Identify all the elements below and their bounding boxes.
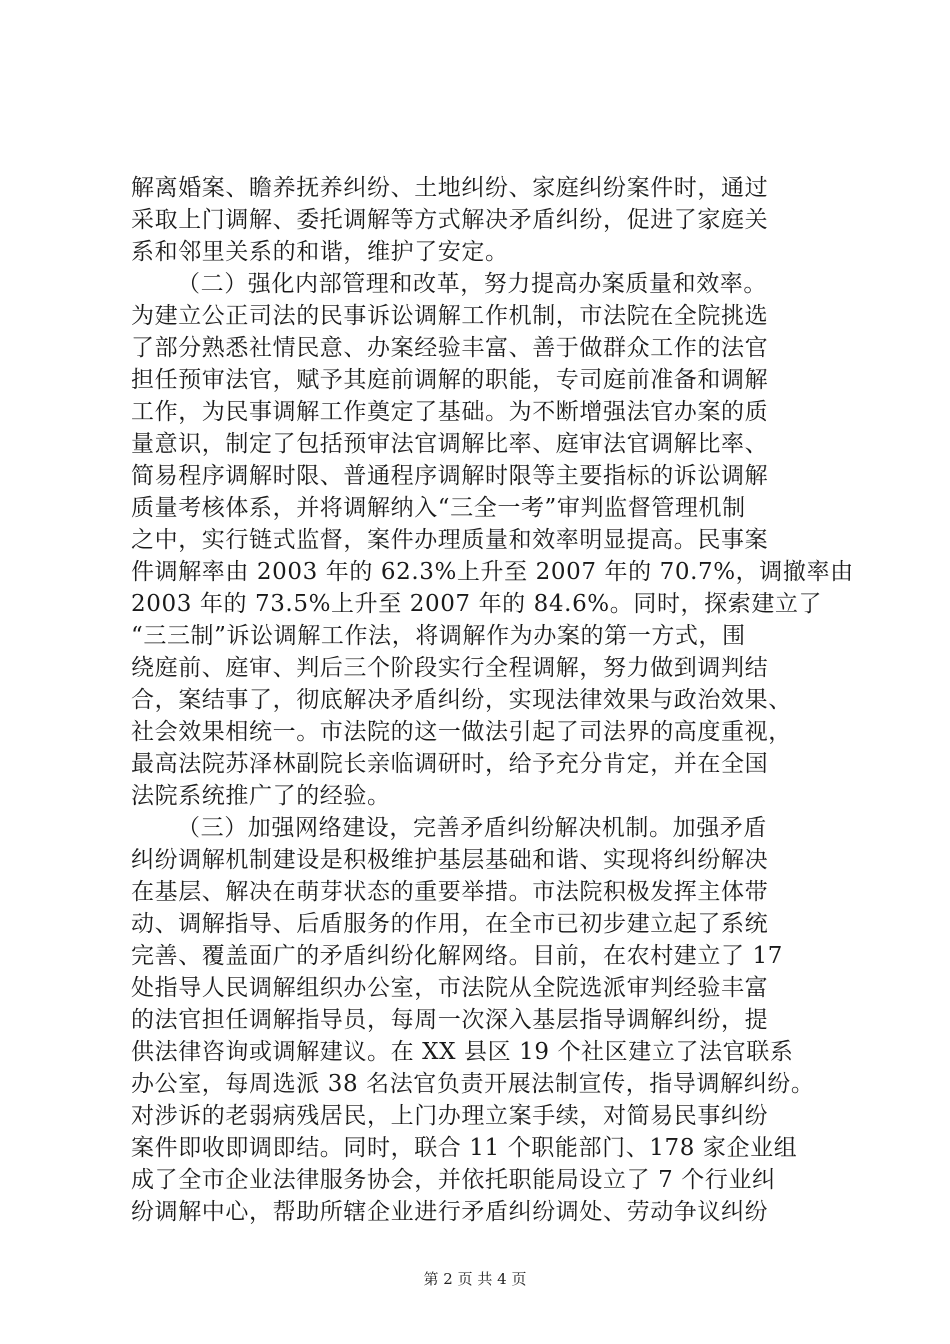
text-line: 量意识，制定了包括预审法官调解比率、庭审法官调解比率、	[131, 431, 769, 457]
text-line: 解离婚案、瞻养抚养纠纷、土地纠纷、家庭纠纷案件时，通过	[131, 175, 769, 201]
text-line: 合，案结事了，彻底解决矛盾纠纷，实现法律效果与政治效果、	[131, 687, 792, 713]
text-line: 社会效果相统一。市法院的这一做法引起了司法界的高度重视，	[131, 719, 792, 745]
page-number-footer: 第 2 页 共 4 页	[423, 1270, 527, 1288]
section-heading-line: （三）加强网络建设，完善矛盾纠纷解决机制。加强矛盾	[177, 815, 767, 841]
text-line: 办公室，每周选派 38 名法官负责开展法制宣传，指导调解纠纷。	[131, 1071, 815, 1097]
text-line: 动、调解指导、后盾服务的作用，在全市已初步建立起了系统	[131, 911, 769, 937]
text-line: 成了全市企业法律服务协会，并依托职能局设立了 7 个行业纠	[131, 1167, 776, 1193]
text-line: 在基层、解决在萌芽状态的重要举措。市法院积极发挥主体带	[131, 879, 769, 905]
text-line: 供法律咨询或调解建议。在 XX 县区 19 个社区建立了法官联系	[131, 1039, 794, 1065]
text-line: 法院系统推广了的经验。	[131, 783, 391, 809]
section-heading-line: （二）强化内部管理和改革，努力提高办案质量和效率。	[177, 271, 767, 297]
text-line: 纠纷调解机制建设是积极维护基层基础和谐、实现将纠纷解决	[131, 847, 769, 873]
text-line: 2003 年的 73.5%上升至 2007 年的 84.6%。同时，探索建立了	[131, 591, 823, 617]
text-line: 质量考核体系，并将调解纳入“三全一考”审判监督管理机制	[131, 495, 746, 521]
text-line: 件调解率由 2003 年的 62.3%上升至 2007 年的 70.7%，调撤率由	[131, 559, 854, 585]
text-line: 对涉诉的老弱病残居民，上门办理立案手续，对简易民事纠纷	[131, 1103, 769, 1129]
text-line: 绕庭前、庭审、判后三个阶段实行全程调解，努力做到调判结	[131, 655, 769, 681]
text-line: 纷调解中心，帮助所辖企业进行矛盾纠纷调处、劳动争议纠纷	[131, 1199, 769, 1225]
text-line: 了部分熟悉社情民意、办案经验丰富、善于做群众工作的法官	[131, 335, 769, 361]
text-line: 之中，实行链式监督，案件办理质量和效率明显提高。民事案	[131, 527, 769, 553]
text-line: 采取上门调解、委托调解等方式解决矛盾纠纷，促进了家庭关	[131, 207, 769, 233]
text-line: 系和邻里关系的和谐，维护了安定。	[131, 239, 509, 265]
document-body	[131, 172, 854, 1228]
text-line: 最高法院苏泽林副院长亲临调研时，给予充分肯定，并在全国	[131, 751, 769, 777]
text-line: 为建立公正司法的民事诉讼调解工作机制，市法院在全院挑选	[131, 303, 769, 329]
text-line: 的法官担任调解指导员，每周一次深入基层指导调解纠纷，提	[131, 1007, 769, 1033]
text-line: 案件即收即调即结。同时，联合 11 个职能部门、178 家企业组	[131, 1135, 798, 1161]
text-line: “三三制”诉讼调解工作法，将调解作为办案的第一方式，围	[131, 623, 746, 649]
text-line: 完善、覆盖面广的矛盾纠纷化解网络。目前，在农村建立了 17	[131, 943, 783, 969]
text-line: 处指导人民调解组织办公室，市法院从全院选派审判经验丰富	[131, 975, 769, 1001]
text-line: 简易程序调解时限、普通程序调解时限等主要指标的诉讼调解	[131, 463, 769, 489]
text-line: 工作，为民事调解工作奠定了基础。为不断增强法官办案的质	[131, 399, 769, 425]
text-line: 担任预审法官，赋予其庭前调解的职能，专司庭前准备和调解	[131, 367, 769, 393]
